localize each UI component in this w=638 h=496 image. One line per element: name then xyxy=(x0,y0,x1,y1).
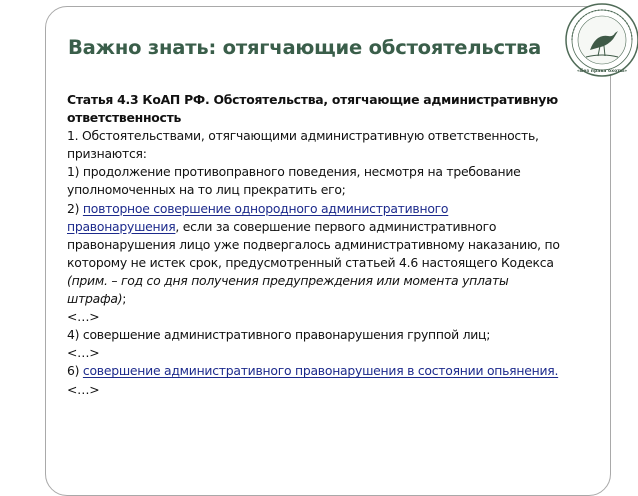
note-line: (прим. – год со дня получения предупреждения или момента уплаты xyxy=(67,272,509,288)
text-fragment: , если за совершение первого административного xyxy=(175,218,497,234)
intoxication-offense-link[interactable]: совершение административного правонарушения в состоянии опьянения. xyxy=(82,363,559,379)
text-line: 1. Обстоятельствами, отягчающими административную ответственность, xyxy=(67,128,539,144)
repeat-offense-link[interactable]: повторное совершение однородного административного xyxy=(82,200,449,216)
text-line xyxy=(67,218,627,236)
item-number: 6) xyxy=(67,363,83,379)
note-fragment: штрафа) xyxy=(67,291,123,307)
text-line: 4) совершение административного правонарушения группой лиц; xyxy=(67,327,491,343)
text-line: которому не истек срок, предусмотренный статьей 4.6 настоящего Кодекса xyxy=(67,254,554,270)
text-line: 1) продолжение противоправного поведения, несмотря на требование xyxy=(67,164,521,180)
text-fragment: ; xyxy=(122,291,127,307)
article-text xyxy=(67,91,627,399)
text-line xyxy=(67,362,627,380)
organization-logo xyxy=(560,0,638,82)
article-heading-line: Статья 4.3 КоАП РФ. Обстоятельства, отягчающие административную xyxy=(67,92,558,107)
text-line: правонарушения лицо уже подвергалось административному наказанию, по xyxy=(67,236,560,252)
ellipsis-line: <…> xyxy=(67,345,100,361)
article-heading-line: ответственность xyxy=(67,110,182,126)
text-line xyxy=(67,200,627,218)
ellipsis-line: <…> xyxy=(67,381,100,397)
text-line: уполномоченных на то лиц прекратить его; xyxy=(67,182,346,198)
text-line xyxy=(67,290,627,308)
item-number: 2) xyxy=(67,200,83,216)
repeat-offense-link-cont[interactable]: правонарушения xyxy=(67,218,176,234)
ellipsis-line: <…> xyxy=(67,309,100,325)
text-line: признаются: xyxy=(67,146,147,162)
svg-text:«Без права охоты»: «Без права охоты» xyxy=(576,69,628,74)
slide-title: Важно знать: отягчающие обстоятельства xyxy=(68,36,542,59)
